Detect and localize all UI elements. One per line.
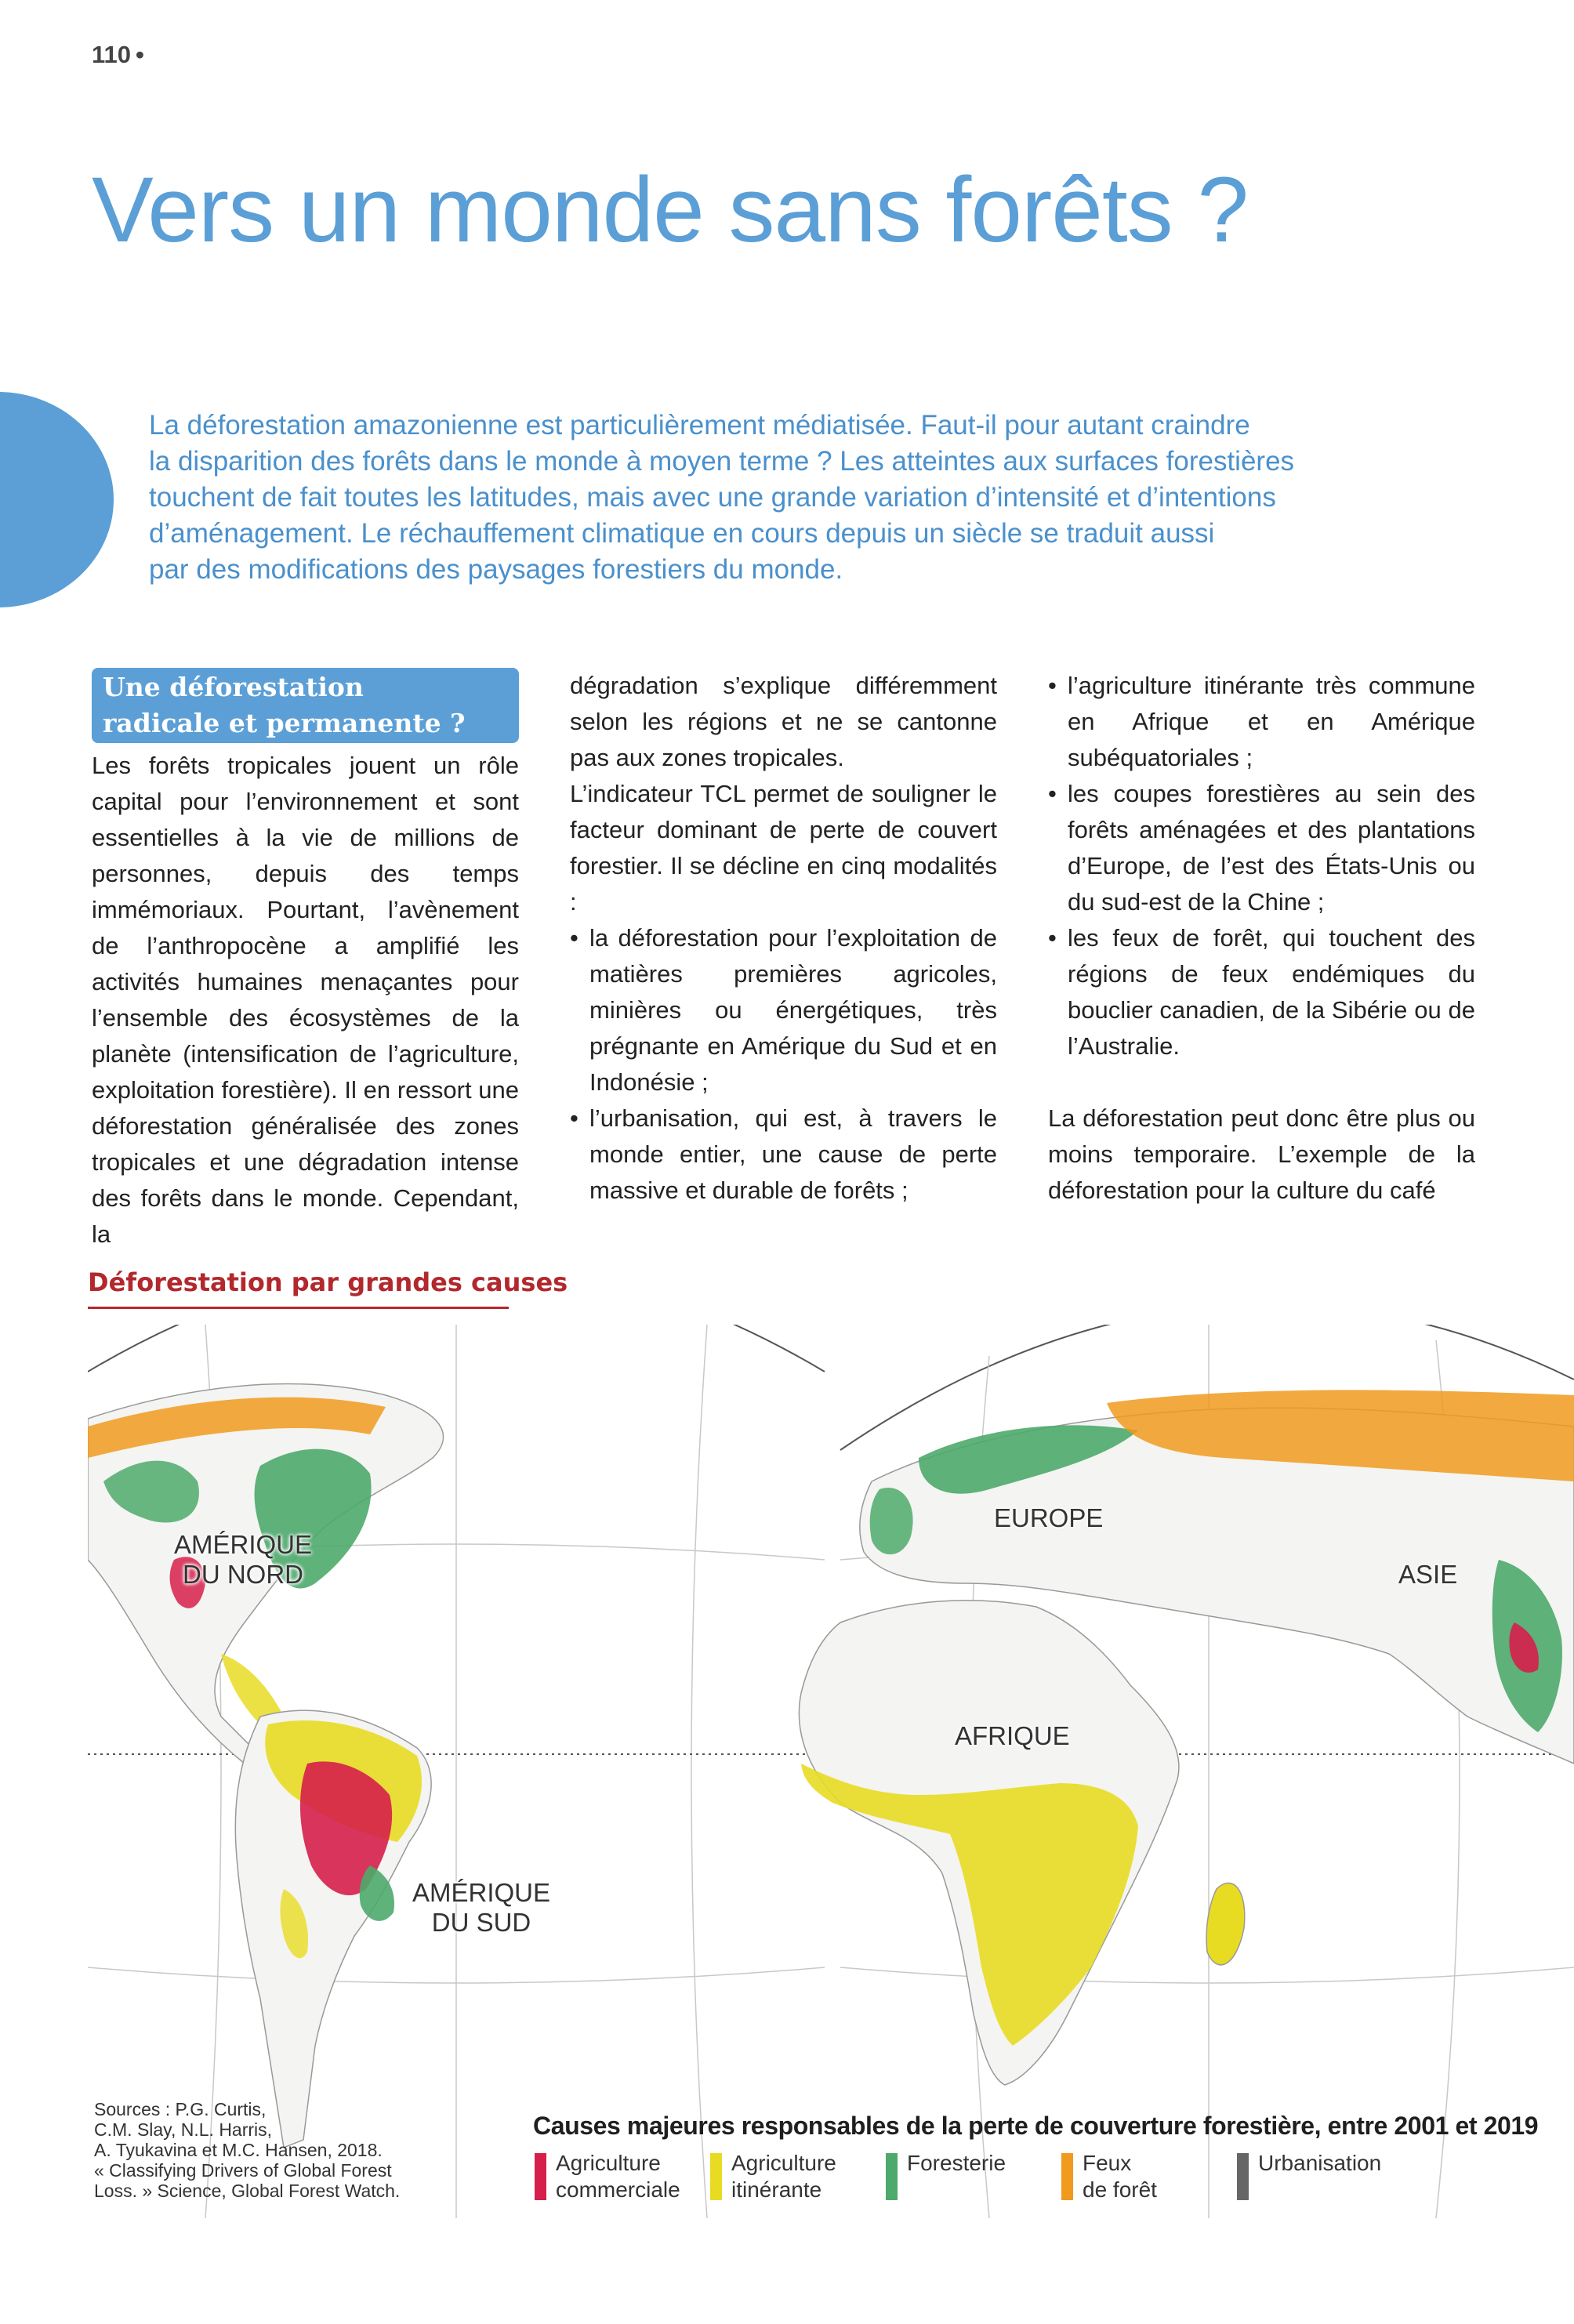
intro-line: touchent de fait toutes les latitudes, mais avec une grande variation d’intensité et d’intentions: [149, 482, 1276, 513]
page-number-bullet: •: [136, 41, 144, 68]
legend-label-line: Urbanisation: [1258, 2151, 1382, 2175]
legend-item-shifting-agriculture: [710, 2153, 836, 2203]
region-label-line: DU NORD: [183, 1560, 304, 1589]
legend-label-line: commerciale: [556, 2177, 680, 2202]
legend-label-line: Feux: [1083, 2151, 1132, 2175]
region-label-line: AMÉRIQUE: [412, 1878, 551, 1907]
legend-label-line: Agriculture: [731, 2151, 836, 2175]
legend-label: [1083, 2150, 1157, 2203]
region-label-north-america: [174, 1530, 312, 1590]
region-label-line: DU SUD: [431, 1908, 531, 1937]
region-label-europe: EUROPE: [994, 1503, 1104, 1532]
text-column-1: [92, 668, 519, 1253]
legend-swatch: [710, 2153, 722, 2200]
legend-item-commercial-agriculture: [535, 2153, 680, 2203]
legend-label-line: Foresterie: [907, 2151, 1006, 2175]
world-map: [88, 1325, 1574, 2218]
list-item: • l’agriculture itinérante très commune en Afrique et en Amérique subéquatoriales ;: [1048, 668, 1475, 776]
body-paragraph: La déforestation peut donc être plus ou moins temporaire. L’exemple de la déforestation pour la culture du café: [1048, 1104, 1475, 1204]
paragraph-spacer: [1048, 1064, 1475, 1100]
legend-label: [556, 2150, 680, 2203]
page-number: [92, 41, 144, 69]
legend-item-urbanization: [1237, 2153, 1381, 2200]
intro-paragraph: [149, 408, 1466, 588]
intro-line: par des modifications des paysages forestiers du monde.: [149, 554, 843, 585]
section-heading-line: radicale et permanente ?: [103, 708, 466, 738]
body-paragraph: dégradation s’explique différemment selon les régions et ne se cantonne pas aux zones tropicales.: [570, 672, 997, 771]
map-title: Déforestation par grandes causes: [88, 1267, 568, 1297]
region-label-asia: ASIE: [1398, 1560, 1458, 1589]
legend-label-line: Agriculture: [556, 2151, 661, 2175]
source-line: A. Tyukavina et M.C. Hansen, 2018.: [94, 2140, 383, 2160]
legend-label-line: de forêt: [1083, 2177, 1157, 2202]
legend-label: [731, 2150, 836, 2203]
section-heading-line: Une déforestation: [103, 672, 364, 702]
list-item: • les feux de forêt, qui touchent des régions de feux endémiques du bouclier canadien, de la Sibérie ou de l’Australie.: [1048, 920, 1475, 1064]
list-item: • la déforestation pour l’exploitation de matières premières agricoles, minières ou énergétiques, très prégnante en Amérique du Sud et en Indonésie ;: [570, 920, 997, 1100]
body-paragraph: L’indicateur TCL permet de souligner le facteur dominant de perte de couvert forestier. Il se décline en cinq modalités :: [570, 780, 997, 915]
map-sources: [94, 2099, 423, 2201]
legend-label-line: itinérante: [731, 2177, 822, 2202]
intro-line: d’aménagement. Le réchauffement climatique en cours depuis un siècle se traduit aussi: [149, 518, 1215, 549]
region-label-line: AMÉRIQUE: [174, 1530, 313, 1559]
africa-landmass: [799, 1601, 1244, 2085]
region-label-africa: AFRIQUE: [955, 1721, 1070, 1750]
legend-label: [907, 2150, 1006, 2177]
bullet-list: [570, 920, 997, 1209]
list-item: • les coupes forestières au sein des forêts aménagées et des plantations d’Europe, de l’est des États-Unis ou du sud-est de la Chine ;: [1048, 776, 1475, 920]
body-paragraph: Les forêts tropicales jouent un rôle capital pour l’environnement et sont essentielles à la vie de millions de personnes, depuis des temps immémoriaux. Pourtant, l’avènement de l’anthropocène a amplifié les activités humaines menaçantes pour l’ensemble des écosystèmes de la planète (intensification de l’agriculture, exploitation forestière). Il en ressort une déforestation généralisée des zones tropicales et une dégradation intense des forêts dans le monde. Cependant, la: [92, 752, 519, 1248]
chapter-tab-decoration: [0, 392, 114, 607]
text-column-3: [1048, 668, 1475, 1209]
map-title-rule: [88, 1307, 509, 1309]
region-label-south-america: [412, 1878, 550, 1938]
legend-swatch: [1237, 2153, 1249, 2200]
legend-swatch: [1061, 2153, 1073, 2200]
bullet-list: [1048, 668, 1475, 1064]
list-item: • l’urbanisation, qui est, à travers le monde entier, une cause de perte massive et durable de forêts ;: [570, 1100, 997, 1209]
text-column-2: [570, 668, 997, 1209]
legend-swatch: [535, 2153, 546, 2200]
legend-title: Causes majeures responsables de la perte de couverture forestière, entre 2001 et 2019: [533, 2112, 1539, 2140]
source-line: Loss. » Science, Global Forest Watch.: [94, 2181, 401, 2201]
source-line: C.M. Slay, N.L. Harris,: [94, 2119, 273, 2140]
source-line: Sources : P.G. Curtis,: [94, 2099, 267, 2119]
section-heading: [92, 668, 519, 743]
legend-item-wildfire: [1061, 2153, 1157, 2203]
legend-item-forestry: [886, 2153, 1006, 2200]
intro-line: La déforestation amazonienne est particulièrement médiatisée. Faut-il pour autant craindre: [149, 410, 1250, 441]
legend-swatch: [886, 2153, 898, 2200]
legend-label: [1258, 2150, 1381, 2177]
source-line: « Classifying Drivers of Global Forest: [94, 2160, 392, 2181]
world-map-graphic: [88, 1325, 1574, 2218]
south-america-landmass: [235, 1710, 431, 2148]
madagascar: [1206, 1883, 1245, 1965]
intro-line: la disparition des forêts dans le monde à moyen terme ? Les atteintes aux surfaces forestières: [149, 446, 1295, 477]
page-number-value: 110: [92, 41, 132, 68]
page-title: Vers un monde sans forêts ?: [92, 158, 1249, 262]
